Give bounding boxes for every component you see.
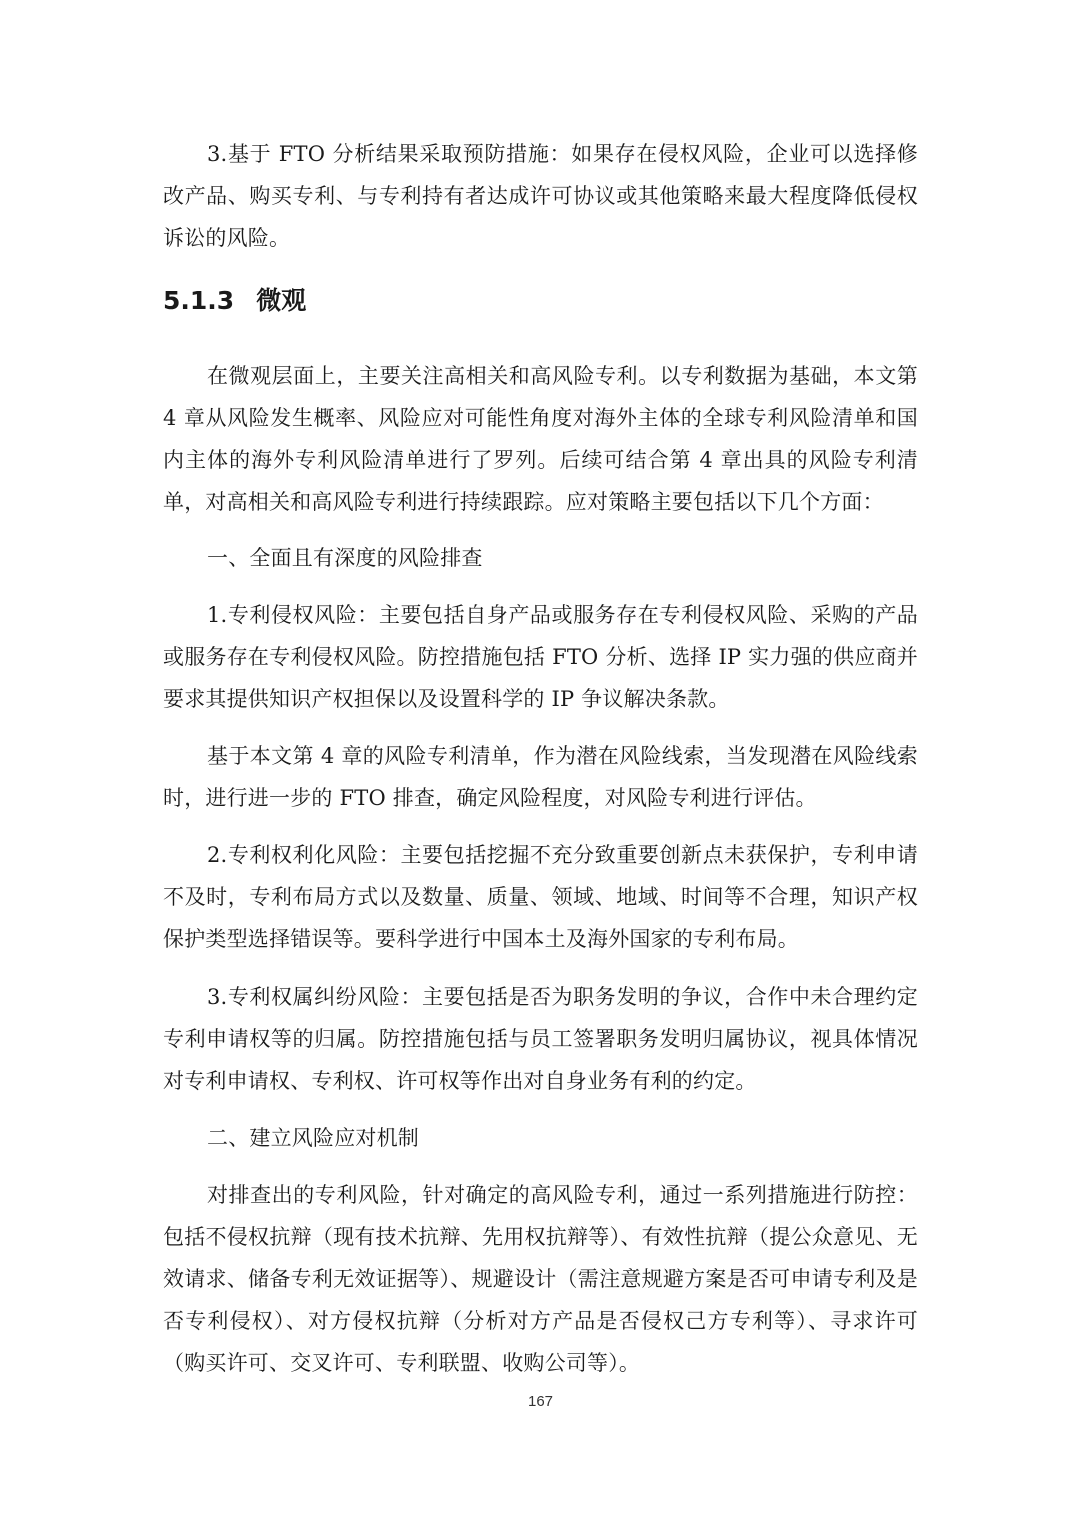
section-heading (163, 284, 306, 318)
paragraph-rights-risk: 2.专利权利化风险：主要包括挖掘不充分致重要创新点未获保护，专利申请不及时，专利布局方式以及数量、质量、领域、地域、时间等不合理，知识产权保护类型选择错误等。要科学进行中国本土及海外国家的专利布局。 (163, 843, 918, 951)
subsection-heading-response: 二、建立风险应对机制 (207, 1126, 419, 1150)
subsection-heading-risk-check: 一、全面且有深度的风险排查 (207, 546, 483, 570)
document-page (163, 0, 918, 1527)
paragraph-risk-list-followup: 基于本文第 4 章的风险专利清单，作为潜在风险线索，当发现潜在风险线索时，进行进一步的 FTO 排查，确定风险程度，对风险专利进行评估。 (163, 744, 918, 810)
paragraph-response-measures: 对排查出的专利风险，针对确定的高风险专利，通过一系列措施进行防控：包括不侵权抗辩（现有技术抗辩、先用权抗辩等）、有效性抗辩（提公众意见、无效请求、储备专利无效证据等）、规避设计（需注意规避方案是否可申请专利及是否专利侵权）、对方侵权抗辩（分析对方产品是否侵权己方专利等）、寻求许可（购买许可、交叉许可、专利联盟、收购公司等）。 (163, 1183, 918, 1375)
paragraph-ownership-risk: 3.专利权属纠纷风险：主要包括是否为职务发明的争议，合作中未合理约定专利申请权等的归属。防控措施包括与员工签署职务发明归属协议，视具体情况对专利申请权、专利权、许可权等作出对自身业务有利的约定。 (163, 985, 918, 1093)
paragraph-fto-measures: 3.基于 FTO 分析结果采取预防措施：如果存在侵权风险，企业可以选择修改产品、购买专利、与专利持有者达成许可协议或其他策略来最大程度降低侵权诉讼的风险。 (163, 142, 918, 250)
paragraph-infringement-risk: 1.专利侵权风险：主要包括自身产品或服务存在专利侵权风险、采购的产品或服务存在专利侵权风险。防控措施包括 FTO 分析、选择 IP 实力强的供应商并要求其提供知识产权担保以及设置科学的 IP 争议解决条款。 (163, 603, 918, 711)
page-number: 167 (527, 1393, 554, 1410)
section-title: 微观 (256, 286, 307, 315)
paragraph-micro-intro: 在微观层面上，主要关注高相关和高风险专利。以专利数据为基础，本文第 4 章从风险发生概率、风险应对可能性角度对海外主体的全球专利风险清单和国内主体的海外专利风险清单进行了罗列。后续可结合第 4 章出具的风险专利清单，对高相关和高风险专利进行持续跟踪。应对策略主要包括以下几个方面： (163, 364, 918, 514)
section-number: 5.1.3 (163, 286, 235, 315)
